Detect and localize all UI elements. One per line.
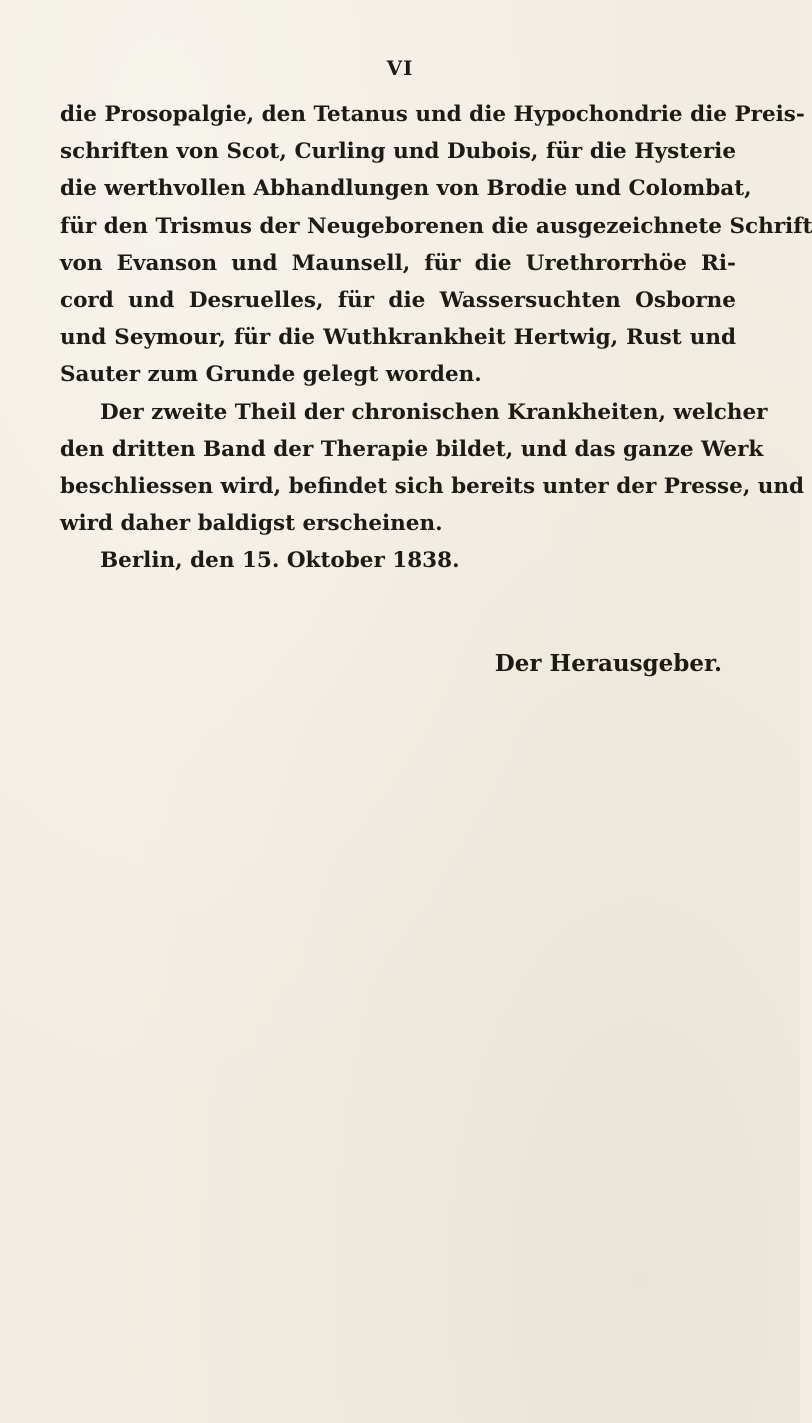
text-line: cord und Desruelles, für die Wassersuchten Osborne — [60, 288, 736, 314]
text-line: schriften von Scot, Curling und Dubois, für die Hysterie — [60, 139, 736, 165]
text-line: wird daher baldigst erscheinen. — [60, 511, 443, 537]
text-line: die Prosopalgie, den Tetanus und die Hypochondrie die Preis- — [60, 102, 805, 127]
text-line: von Evanson und Maunsell, für die Urethrorrhöe Ri- — [60, 250, 736, 276]
text-line: für den Trismus der Neugeborenen die ausgezeichnete Schrift — [60, 213, 812, 239]
page-number: VI — [386, 56, 414, 80]
text-line: und Seymour, für die Wuthkrankheit Hertwig, Rust und — [60, 325, 736, 351]
text-line: die werthvollen Abhandlungen von Brodie und Colombat, — [60, 176, 752, 202]
text-line: Der zweite Theil der chronischen Krankheiten, welcher — [100, 399, 768, 425]
text-line: beschliessen wird, befindet sich bereits unter der Presse, und — [60, 474, 805, 500]
dateline: Berlin, den 15. Oktober 1838. — [100, 548, 460, 574]
signature: Der Herausgeber. — [494, 650, 722, 677]
text-line: den dritten Band der Therapie bildet, und das ganze Werk — [60, 436, 764, 462]
text-line: Sauter zum Grunde gelegt worden. — [60, 362, 482, 388]
body-text — [60, 96, 812, 580]
